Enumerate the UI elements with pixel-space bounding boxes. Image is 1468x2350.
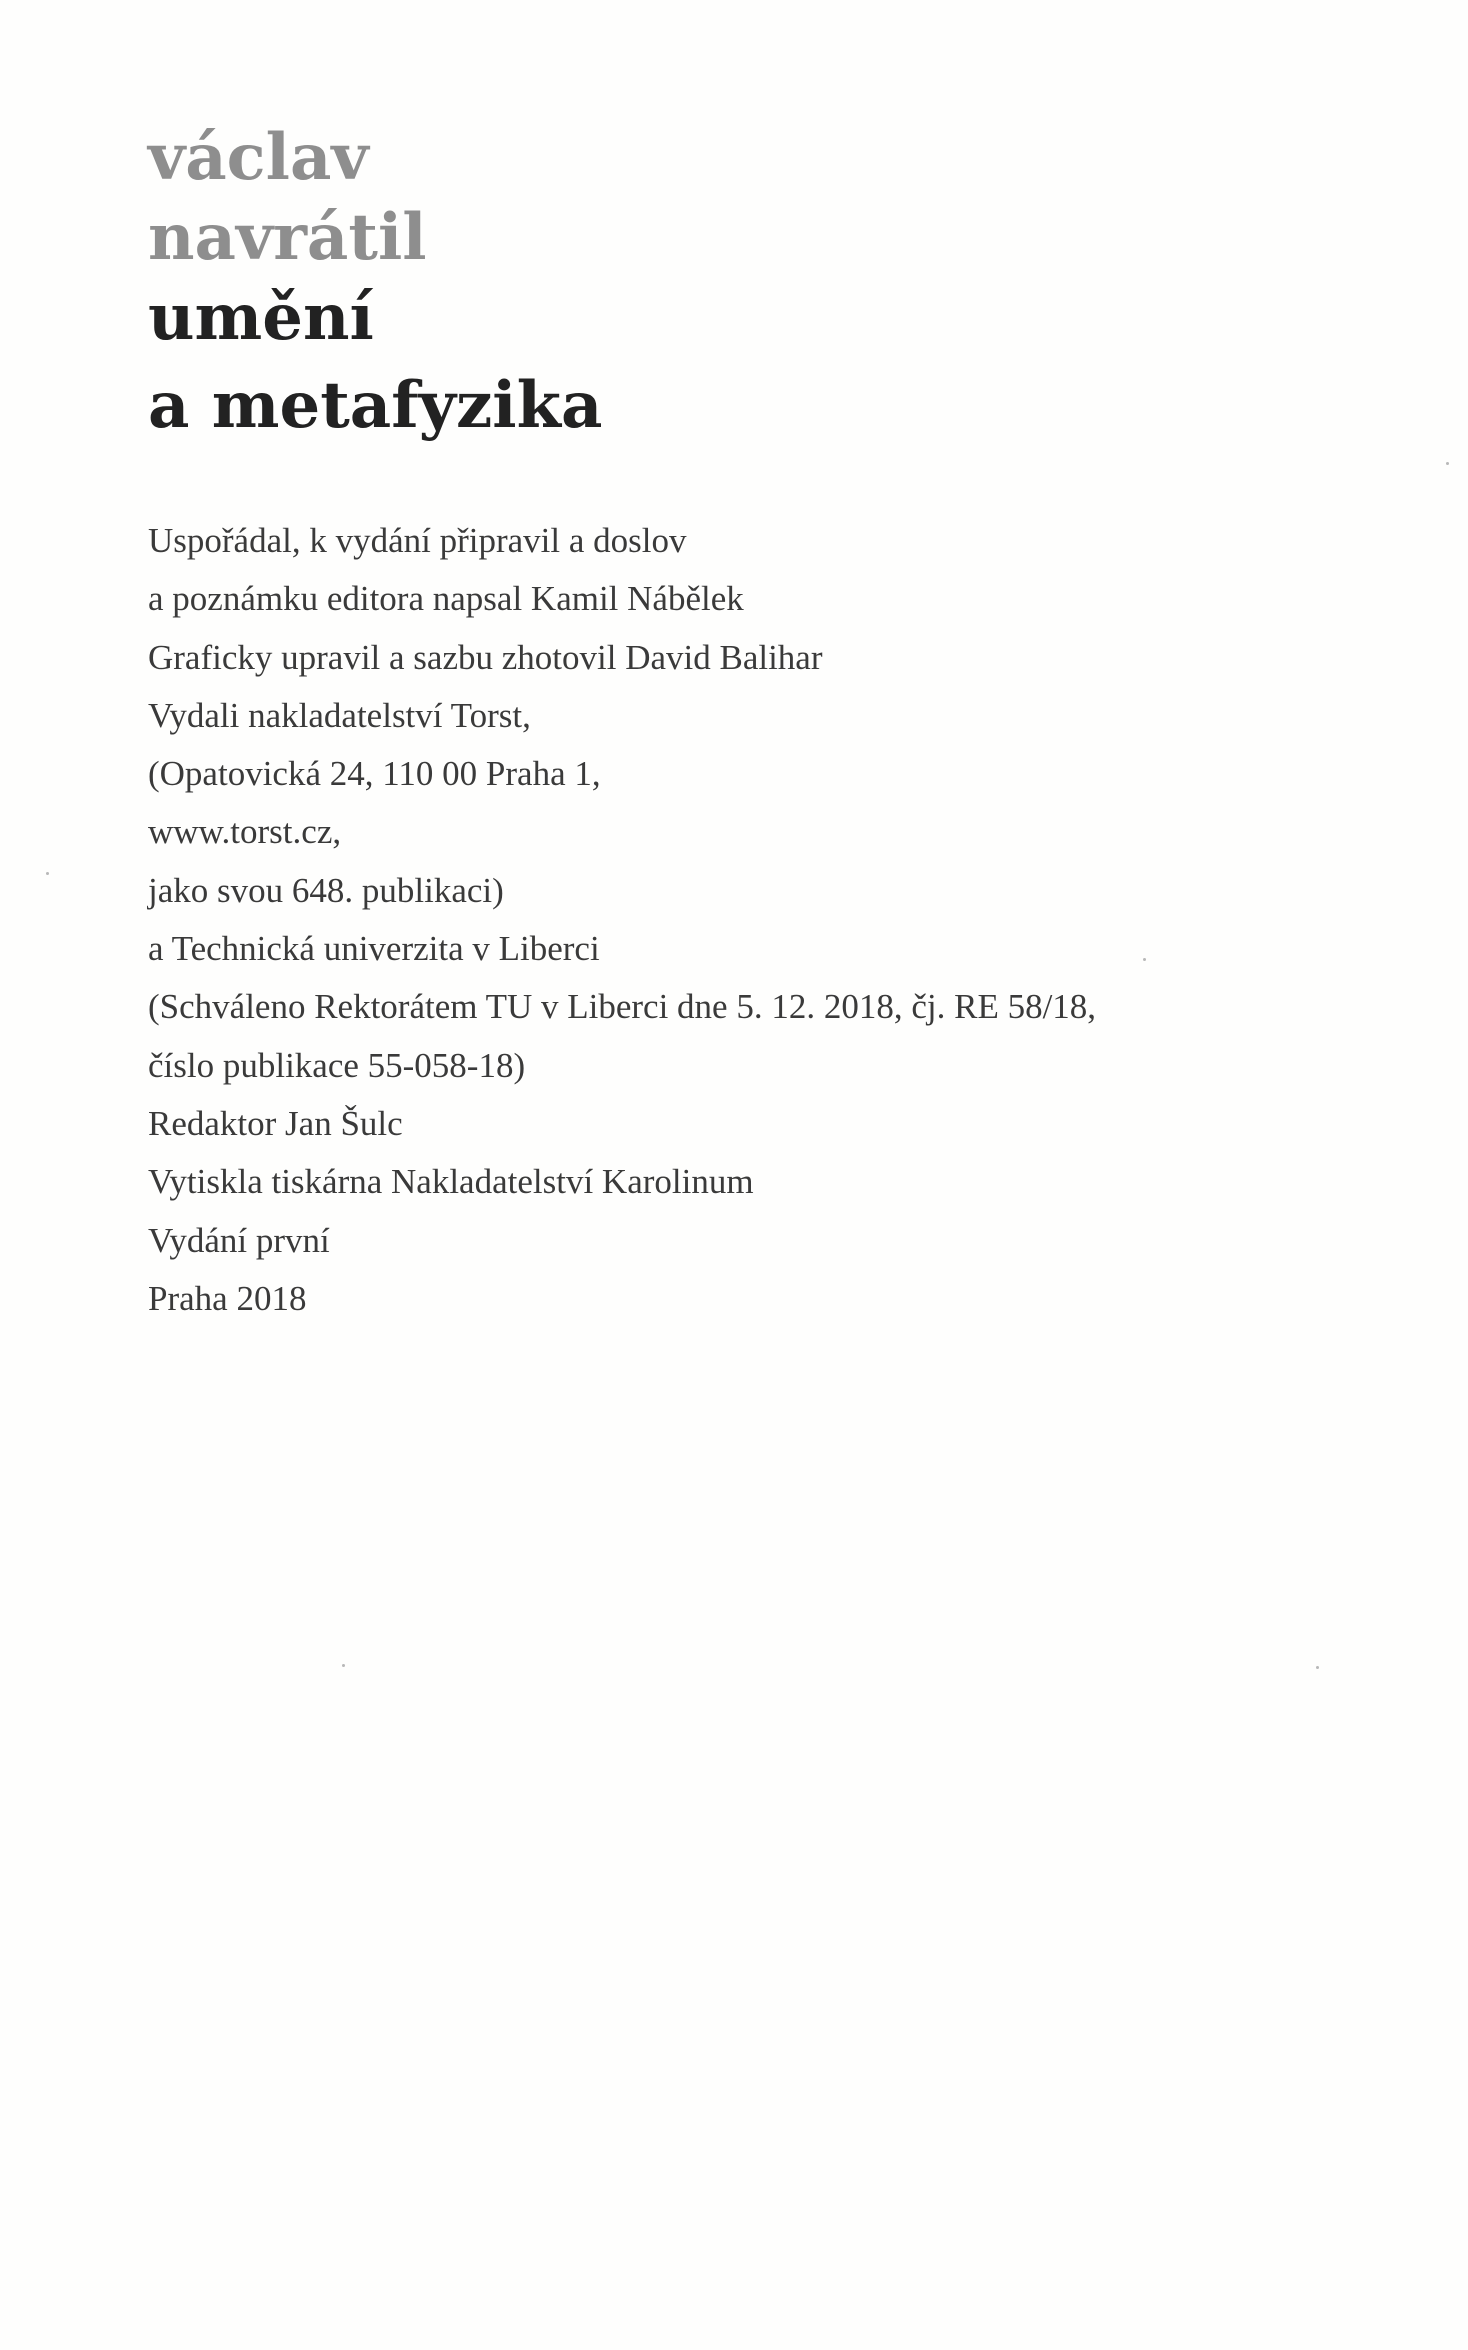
colophon-line: Vydali nakladatelství Torst, [148,695,531,735]
paper-speck [46,872,49,875]
paper-speck [342,1664,345,1667]
colophon-line: (Schváleno Rektorátem TU v Liberci dne 5. 12. 2018, čj. RE 58/18, [148,987,1097,1027]
colophon-line: Praha 2018 [148,1278,307,1318]
colophon-line: (Opatovická 24, 110 00 Praha 1, [148,754,601,794]
paper-speck [1316,1666,1319,1669]
colophon-line: Vytiskla tiskárna Nakladatelství Karolinum [148,1162,754,1202]
author-first-name: václav [148,120,369,195]
colophon-line: Vydání první [148,1220,330,1260]
colophon-line: jako svou 648. publikaci) [148,870,504,910]
title-block [148,118,1248,446]
author-last-name: navrátil [148,200,427,275]
colophon-line: a poznámku editora napsal Kamil Nábělek [148,579,744,619]
book-title-line-2: a metafyzika [148,368,603,443]
paper-speck [1143,958,1146,961]
colophon-line: číslo publikace 55-058-18) [148,1045,526,1085]
colophon-line: Uspořádal, k vydání připravil a doslov [148,521,687,560]
colophon [148,512,1398,1328]
paper-speck [1446,462,1449,465]
colophon-line: a Technická univerzita v Liberci [148,929,600,969]
colophon-line: Graficky upravil a sazbu zhotovil David Balihar [148,637,823,677]
book-title-line-1: umění [148,280,374,355]
colophon-line: www.torst.cz, [148,812,342,852]
colophon-line: Redaktor Jan Šulc [148,1103,403,1143]
